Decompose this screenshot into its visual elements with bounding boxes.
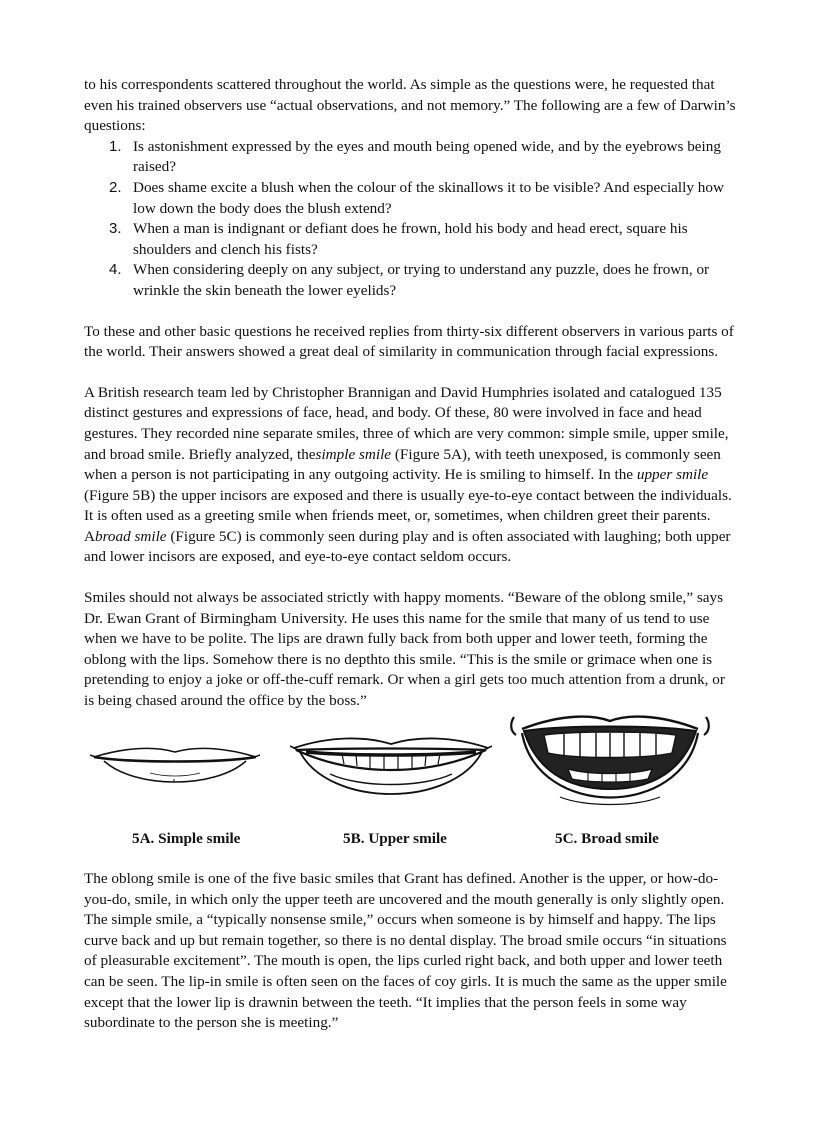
list-item-text: Is astonishment expressed by the eyes and mouth being opened wide, and by the eyebrows being raised?: [133, 137, 721, 176]
list-item-text: Does shame excite a blush when the colour of the skinallows it to be visible? And especially how low down the body does the blush extend?: [133, 178, 724, 217]
darwin-questions-list: [84, 137, 736, 302]
five-smiles-paragraph: The oblong smile is one of the five basic smiles that Grant has defined. Another is the upper, or how-do-you-do, smile, in which only the upper teeth are uncovered and the mouth generally is only slightly open. The simple smile, a “typically nonsense smile,” occurs when someone is by himself and happy. The lips curve back and up but remain together, so there is no dental display. The broad smile occurs “in situations of pleasurable excitement”. The mouth is open, the lips curled right back, and both upper and lower teeth can be seen. The lip-in smile is often seen on the faces of coy girls. It is much the same as the upper smile except that the lower lip is drawnin between the teeth. “It implies that the person feels in some way subordinate to the person she is meeting.”: [84, 870, 727, 1032]
list-item-text: When a man is indignant or defiant does he frown, hold his body and head erect, square his shoulders and clench his fists?: [133, 220, 688, 258]
broad-smile-illustration: [504, 709, 716, 824]
upper-smile-illustration: [290, 736, 492, 816]
caption-5a: 5A. Simple smile: [132, 830, 241, 847]
list-item: [84, 260, 736, 301]
oblong-smile-paragraph: Smiles should not always be associated strictly with happy moments. “Beware of the oblong smile,” says Dr. Ewan Grant of Birmingham University. He uses this name for the smile that many of us tend to use when we have to be polite. The lips are drawn fully back from both upper and lower teeth, forming the oblong with the lips. Somehow there is no depthto this smile. “This is the smile or grimace when one is pretending to enjoy a joke or off-the-cuff remark. Or when a girl gets too much attention from a drunk, or is being chased around the office by the boss.”: [84, 589, 725, 710]
list-number: 2.: [109, 178, 122, 196]
simple-smile-term: simple smile: [315, 445, 392, 463]
caption-5b: 5B. Upper smile: [343, 830, 447, 847]
list-item: [84, 137, 736, 178]
list-item: [84, 178, 736, 219]
simple-smile-illustration: [90, 743, 260, 803]
list-number: 4.: [109, 261, 122, 279]
list-number: 1.: [109, 137, 122, 155]
list-number: 3.: [109, 220, 122, 238]
upper-smile-term: upper smile: [636, 466, 709, 484]
document-body: [84, 75, 736, 712]
british-team-paragraph: A British research team led by Christopher Brannigan and David Humphries isolated and catalogued 135 distinct gestures and expressions of face, head, and body. Of these, 80 were involved in face and head gestures. They recorded nine separate smiles, three of which are very common: simple smile, upper smile, and broad smile. Briefly analyzed, thesimple smile (Figure 5A), with teeth unexposed, is commonly seen when a person is not participating in any outgoing activity. He is smiling to himself. In the upper smile (Figure 5B) the upper incisors are exposed and there is usually eye-to-eye contact between the individuals. It is often used as a greeting smile when friends meet, or, sometimes, when children greet their parents. Abroad smile (Figure 5C) is commonly seen during play and is often associated with laughing; both upper and lower incisors are exposed, and eye-to-eye contact seldom occurs.: [84, 383, 732, 566]
list-item: [84, 219, 736, 260]
list-item-text: When considering deeply on any subject, or trying to understand any puzzle, does he frown, or wrinkle the skin beneath the lower eyelids?: [133, 261, 710, 299]
intro-paragraph: to his correspondents scattered throughout the world. As simple as the questions were, he requested that even his trained observers use “actual observations, and not memory.” The following are a few of Darwin’s questions:: [84, 76, 736, 135]
document-body-lower: [84, 869, 736, 1034]
caption-5c: 5C. Broad smile: [555, 830, 659, 847]
broad-smile-term: broad smile: [94, 527, 167, 545]
replies-paragraph: To these and other basic questions he received replies from thirty-six different observers in various parts of the world. Their answers showed a great deal of similarity in communication through facial expressions.: [84, 322, 734, 361]
